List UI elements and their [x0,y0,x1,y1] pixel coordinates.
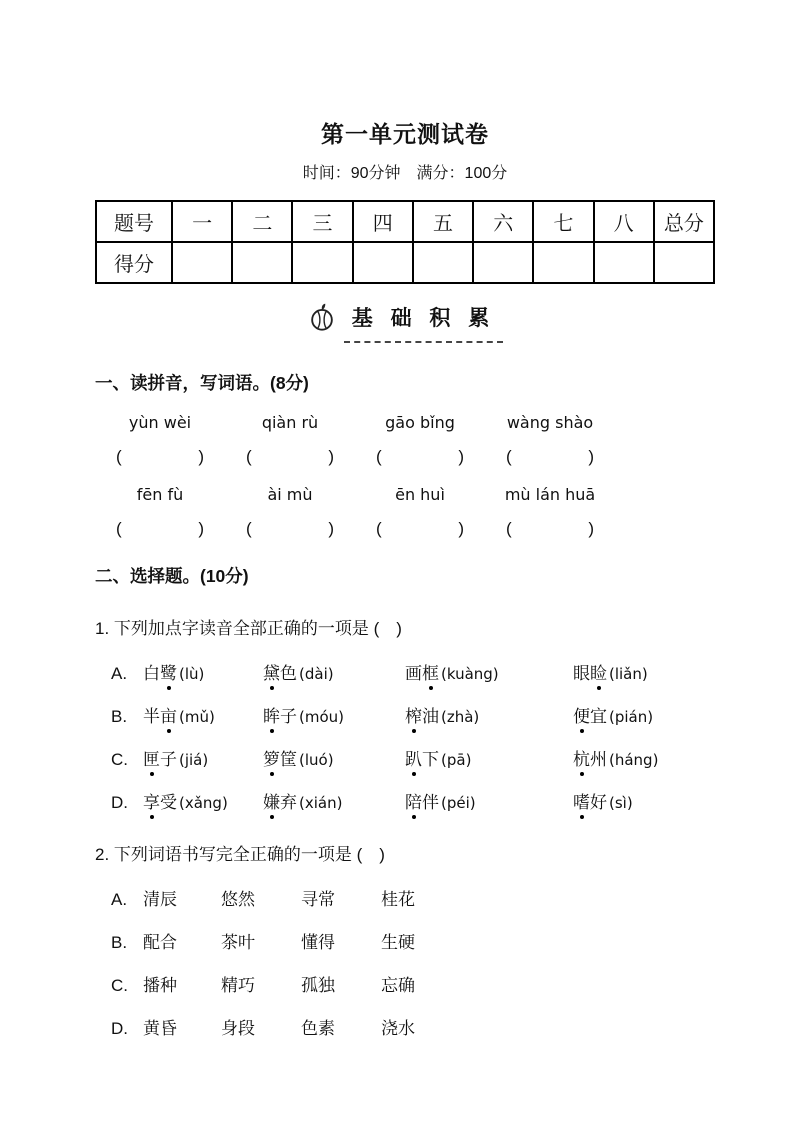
q1-options [95,663,715,814]
pinyin-annotation: (háng) [609,751,659,769]
pinyin-annotation: (dài) [299,665,334,683]
word-with-pinyin [573,792,715,814]
choice-option [111,975,715,997]
char: 受 [160,793,177,812]
exam-info: 时间：90分钟 满分：100分 [302,165,508,182]
dotted-char: 框 [422,664,439,683]
pinyin-word: yùn wèi [128,413,192,432]
option-label: A. [111,890,128,909]
score-col-header: 三 [292,201,352,242]
q2-stem: 2. 下列词语书写完全正确的一项是 ( ) [95,845,385,864]
pinyin-word: fēn fù [136,485,184,504]
char: 油 [422,707,439,726]
char: 白 [143,664,160,683]
paren-close: ) [458,519,464,538]
pinyin-annotation: (pā) [441,751,472,769]
score-cell-empty [232,242,292,283]
choice-word: 浇水 [381,1019,415,1038]
pinyin-annotation: (mǔ) [179,708,215,726]
choice-option [111,1018,715,1040]
banner-title: 基 础 积 累 [344,300,504,343]
paren-close: ) [588,519,594,538]
score-cell-empty [353,242,413,283]
dotted-char: 黛 [263,664,280,683]
paren-close: ) [458,447,464,466]
char: 子 [160,750,177,769]
score-col-header: 二 [232,201,292,242]
choice-word: 播种 [143,976,177,995]
pinyin-word: qiàn rù [261,413,319,432]
score-col-header: 一 [172,201,232,242]
paren-open: ( [506,519,512,538]
answer-blank-row [95,519,715,539]
pinyin-annotation: (jiá) [179,751,209,769]
word-with-pinyin [263,749,405,771]
choice-word: 茶叶 [221,933,255,952]
option-label: C. [111,750,128,769]
score-table-row2-label: 得分 [96,242,172,283]
choice-word: 黄昏 [143,1019,177,1038]
choice-option [111,706,715,728]
answer-blank [506,447,594,467]
choice-word: 精巧 [221,976,255,995]
pinyin-word: mù lán huā [504,485,596,504]
option-label: B. [111,933,128,952]
choice-word: 清辰 [143,890,177,909]
score-table-score-row [96,242,714,283]
char: 色 [280,664,297,683]
dotted-char: 享 [143,793,160,812]
dotted-char: 杭 [573,750,590,769]
word-with-pinyin [263,706,405,728]
score-table-row1-label: 题号 [96,201,172,242]
dotted-char: 趴 [405,750,422,769]
option-label: D. [111,1019,128,1038]
paren-close: ) [328,519,334,538]
section2-heading: 二、选择题。(10分) [95,566,249,586]
choice-word: 忘确 [381,976,415,995]
score-cell-empty [172,242,232,283]
score-table-header-row [96,201,714,242]
word-with-pinyin [573,749,715,771]
char: 宜 [590,707,607,726]
score-cell-empty [413,242,473,283]
word-with-pinyin [405,706,573,728]
option-label: D. [111,793,128,812]
char: 画 [405,664,422,683]
pinyin-exercise-body [95,413,715,539]
paren-open: ( [116,519,122,538]
word-with-pinyin [405,749,573,771]
char: 好 [590,793,607,812]
paren-open: ( [376,519,382,538]
pinyin-annotation: (zhà) [441,708,480,726]
paren-close: ) [198,447,204,466]
paren-open: ( [246,447,252,466]
char: 弃 [280,793,297,812]
word-with-pinyin [143,749,263,771]
score-col-header: 六 [473,201,533,242]
choice-word: 寻常 [301,890,335,909]
pinyin-annotation: (xǎng) [179,794,228,812]
score-table [95,200,715,284]
char: 子 [280,707,297,726]
option-label: B. [111,707,128,726]
dotted-char: 匣 [143,750,160,769]
dotted-char: 嫌 [263,793,280,812]
score-col-header: 五 [413,201,473,242]
dotted-char: 箩 [263,750,280,769]
choice-option [111,889,715,911]
dotted-char: 陪 [405,793,422,812]
option-label: C. [111,976,128,995]
choice-word: 悠然 [221,890,255,909]
paren-close: ) [198,519,204,538]
answer-blank [376,447,464,467]
score-cell-empty [292,242,352,283]
pinyin-word: ēn huì [395,485,445,504]
pinyin-annotation: (xián) [299,794,343,812]
char: 半 [143,707,160,726]
paren-close: ) [588,447,594,466]
choice-word: 身段 [221,1019,255,1038]
word-with-pinyin [143,792,263,814]
score-col-header: 八 [594,201,654,242]
answer-blank [246,519,334,539]
word-with-pinyin [405,663,573,685]
choice-option [111,663,715,685]
score-col-header: 七 [533,201,593,242]
char: 眼 [573,664,590,683]
pinyin-word-row [95,485,715,504]
pinyin-annotation: (luó) [299,751,334,769]
word-with-pinyin [263,792,405,814]
word-with-pinyin [143,663,263,685]
score-cell-empty [654,242,714,283]
pinyin-annotation: (liǎn) [609,665,648,683]
answer-blank [116,519,204,539]
word-with-pinyin [405,792,573,814]
char: 州 [590,750,607,769]
dotted-char: 鹭 [160,664,177,683]
pinyin-word: gāo bǐng [385,413,455,432]
choice-option [111,792,715,814]
pinyin-annotation: (móu) [299,708,344,726]
dotted-char: 嗜 [573,793,590,812]
section1-heading: 一、读拼音，写词语。(8分) [95,373,309,393]
option-label: A. [111,664,128,683]
pinyin-annotation: (sì) [609,794,633,812]
answer-blank [506,519,594,539]
answer-blank [376,519,464,539]
choice-word: 桂花 [381,890,415,909]
score-col-header: 四 [353,201,413,242]
paren-close: ) [328,447,334,466]
choice-option [111,932,715,954]
pinyin-annotation: (péi) [441,794,476,812]
dotted-char: 亩 [160,707,177,726]
pinyin-word: wàng shào [506,413,594,432]
choice-option [111,749,715,771]
dotted-char: 榨 [405,707,422,726]
pinyin-word-row [95,413,715,432]
word-with-pinyin [573,706,715,728]
score-cell-empty [533,242,593,283]
score-cell-empty [594,242,654,283]
char: 筐 [280,750,297,769]
choice-word: 生硬 [381,933,415,952]
char: 下 [422,750,439,769]
paren-open: ( [506,447,512,466]
choice-word: 孤独 [301,976,335,995]
char: 伴 [422,793,439,812]
answer-blank [116,447,204,467]
dotted-char: 睑 [590,664,607,683]
score-col-header: 总分 [654,201,714,242]
q1-stem: 1. 下列加点字读音全部正确的一项是 ( ) [95,619,402,638]
paren-open: ( [376,447,382,466]
ball-doodle-icon [307,302,337,337]
word-with-pinyin [143,706,263,728]
page-title: 第一单元测试卷 [321,121,489,147]
q2-options [95,889,715,1040]
pinyin-annotation: (kuàng) [441,665,499,683]
dotted-char: 便 [573,707,590,726]
choice-word: 色素 [301,1019,335,1038]
pinyin-annotation: (lù) [179,665,205,683]
choice-word: 懂得 [301,933,335,952]
answer-blank [246,447,334,467]
choice-word: 配合 [143,933,177,952]
paren-open: ( [246,519,252,538]
word-with-pinyin [263,663,405,685]
dotted-char: 眸 [263,707,280,726]
section-banner [95,300,715,346]
pinyin-word: ài mù [267,485,313,504]
score-cell-empty [473,242,533,283]
answer-blank-row [95,447,715,467]
paren-open: ( [116,447,122,466]
pinyin-annotation: (pián) [609,708,654,726]
word-with-pinyin [573,663,715,685]
